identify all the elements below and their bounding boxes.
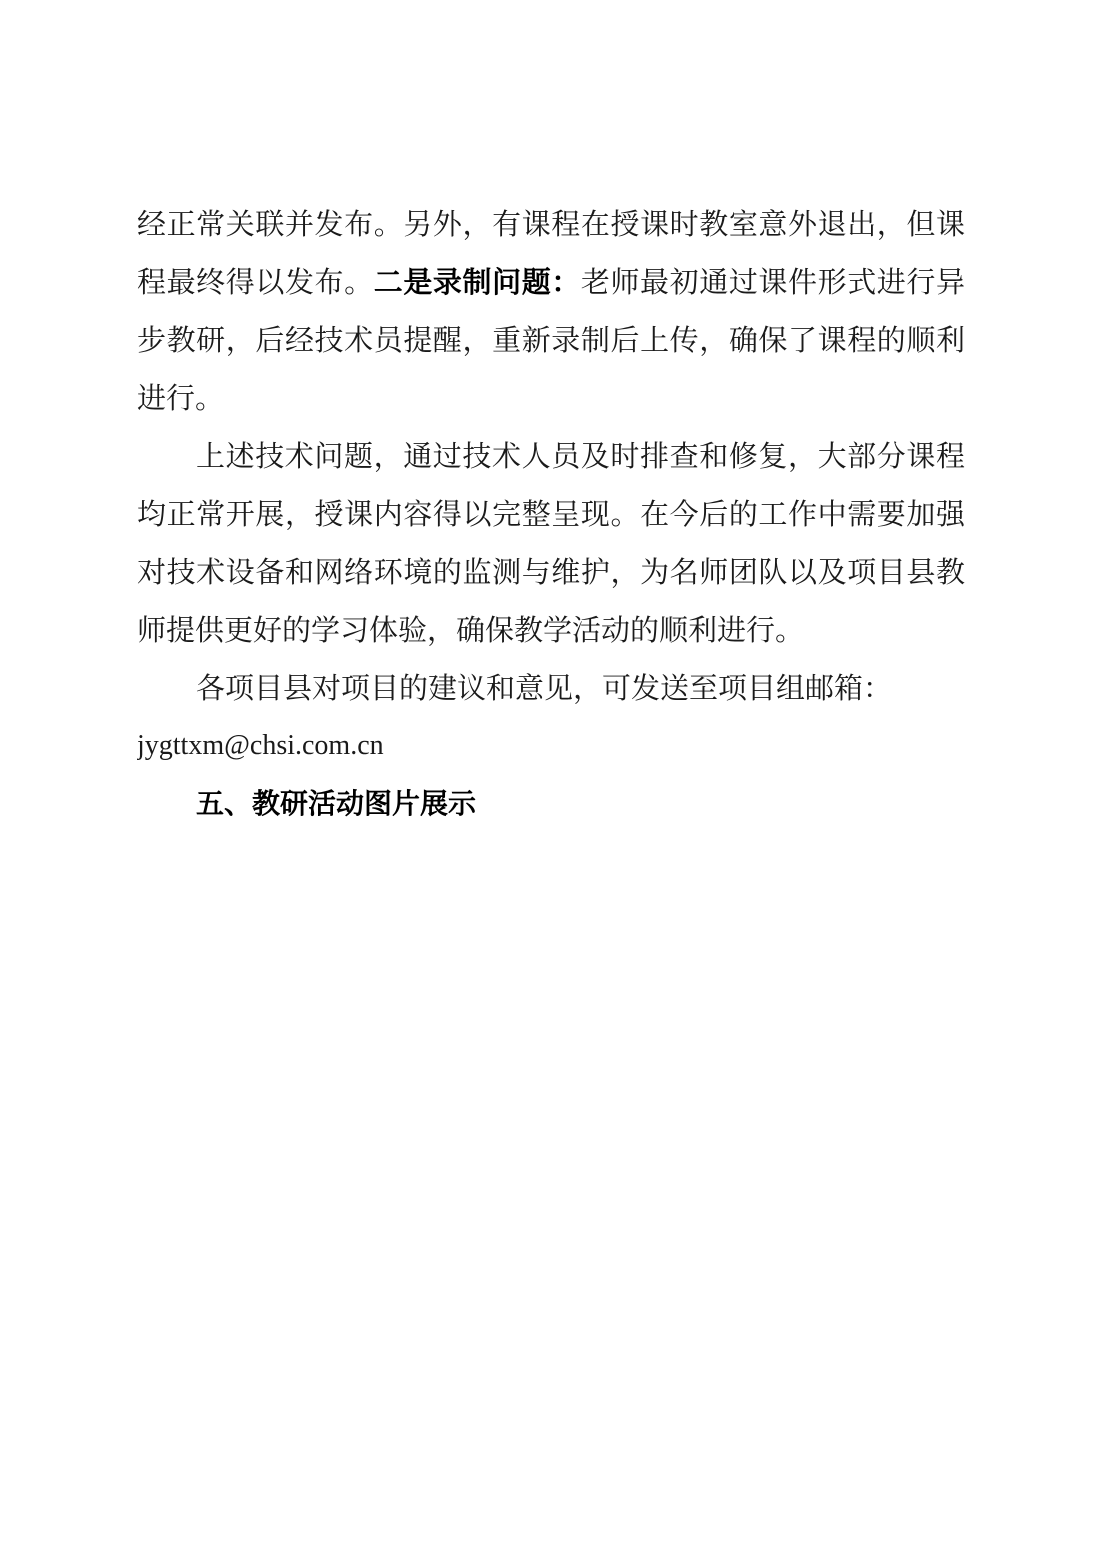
email-address[interactable]: jygttxm@chsi.com.cn [137, 730, 384, 761]
paragraph-line [137, 262, 965, 302]
paragraph-line: 各项目县对项目的建议和意见，可发送至项目组邮箱： [196, 671, 893, 705]
text-span: 老师最初通过课件形式进行异 [580, 265, 965, 299]
paragraph-line: 师提供更好的学习体验，确保教学活动的顺利进行。 [137, 613, 805, 647]
paragraph-line: 经正常关联并发布。另外，有课程在授课时教室意外退出，但课 [137, 207, 965, 241]
paragraph-line: 均正常开展，授课内容得以完整呈现。在今后的工作中需要加强 [137, 497, 965, 531]
text-span: 程最终得以发布。 [137, 265, 374, 299]
bold-topic-label: 二是录制问题： [373, 265, 581, 299]
paragraph-line: 步教研，后经技术员提醒，重新录制后上传，确保了课程的顺利 [137, 323, 965, 357]
section-heading: 五、教研活动图片展示 [196, 787, 477, 820]
paragraph-line: 对技术设备和网络环境的监测与维护，为名师团队以及项目县教 [137, 555, 965, 589]
paragraph-line: 进行。 [137, 381, 225, 415]
paragraph-line: 上述技术问题，通过技术人员及时排查和修复，大部分课程 [196, 439, 965, 473]
